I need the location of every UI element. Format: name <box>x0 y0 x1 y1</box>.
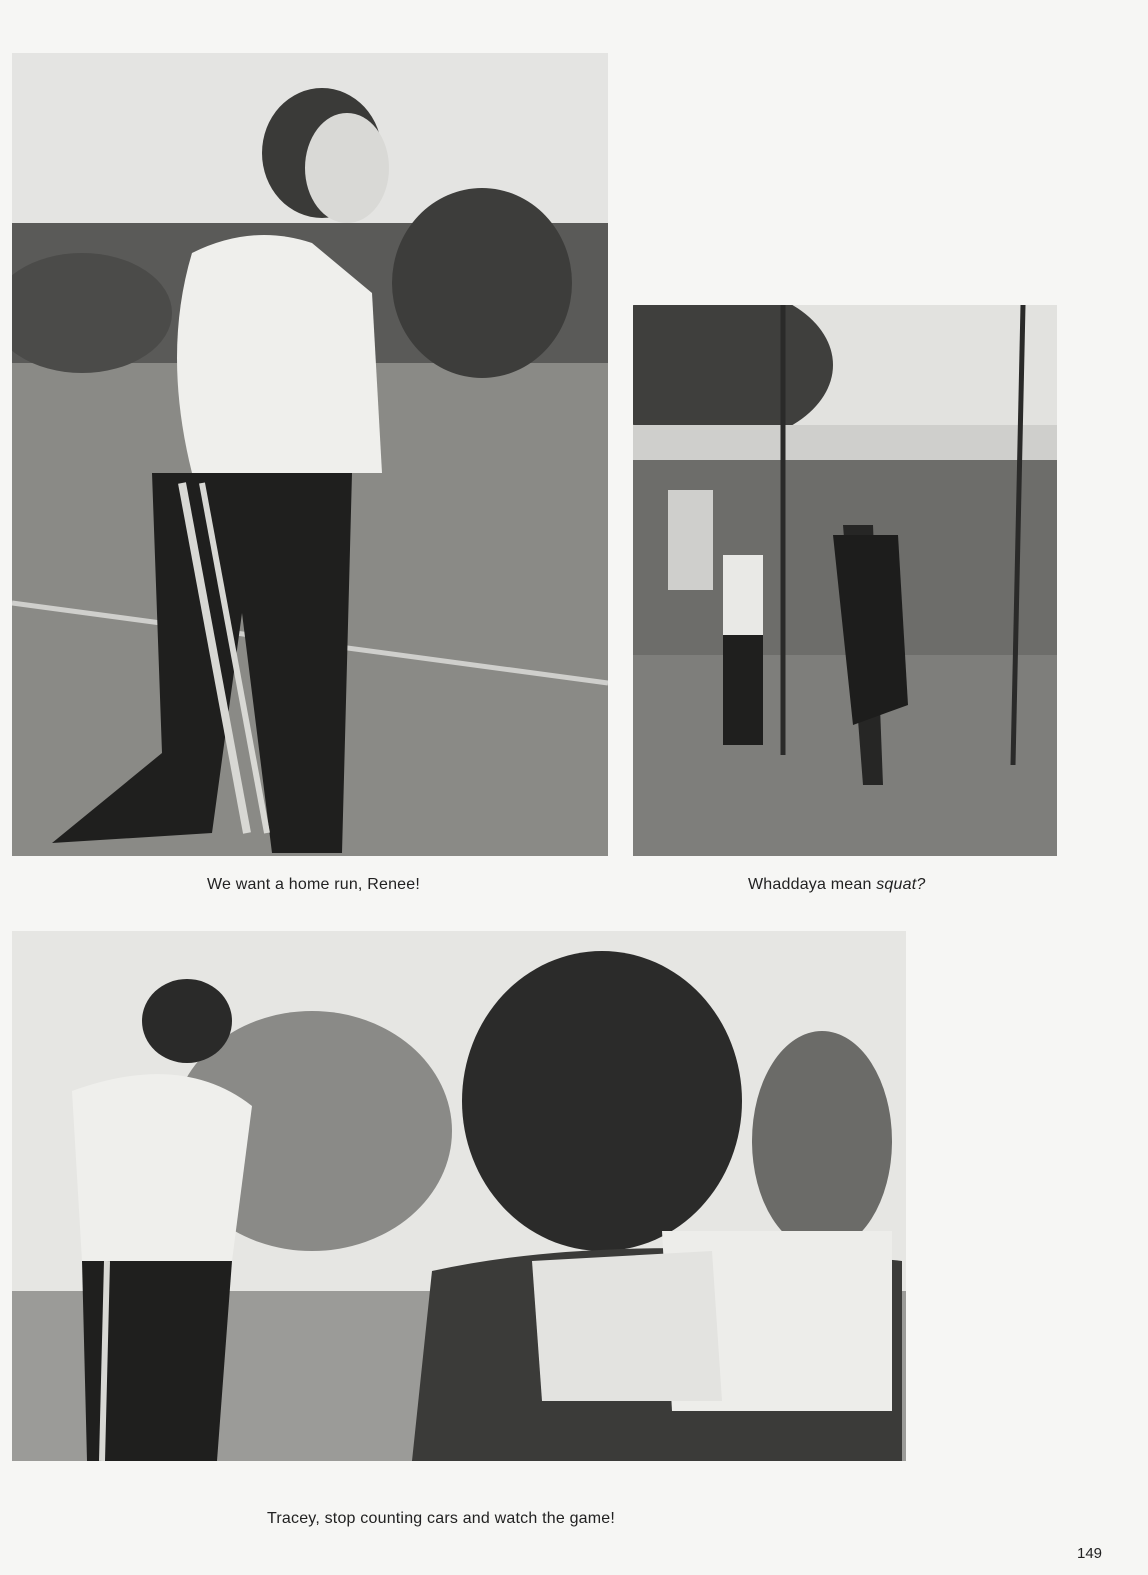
photo-catcher-image <box>633 305 1057 856</box>
photo-dugout-image <box>12 931 906 1461</box>
photo-dugout <box>12 931 906 1461</box>
photo-catcher <box>633 305 1057 856</box>
photo-runner-image <box>12 53 608 856</box>
caption-home-run: We want a home run, Renee! <box>207 876 421 893</box>
caption-counting-cars: Tracey, stop counting cars and watch the game! <box>267 1510 616 1527</box>
page-number: 149 <box>1077 1545 1103 1562</box>
caption-squat <box>748 876 925 894</box>
photo-runner <box>12 53 608 856</box>
caption-squat-prefix: Whaddaya mean <box>748 876 877 893</box>
caption-squat-emphasis: squat? <box>876 876 926 893</box>
